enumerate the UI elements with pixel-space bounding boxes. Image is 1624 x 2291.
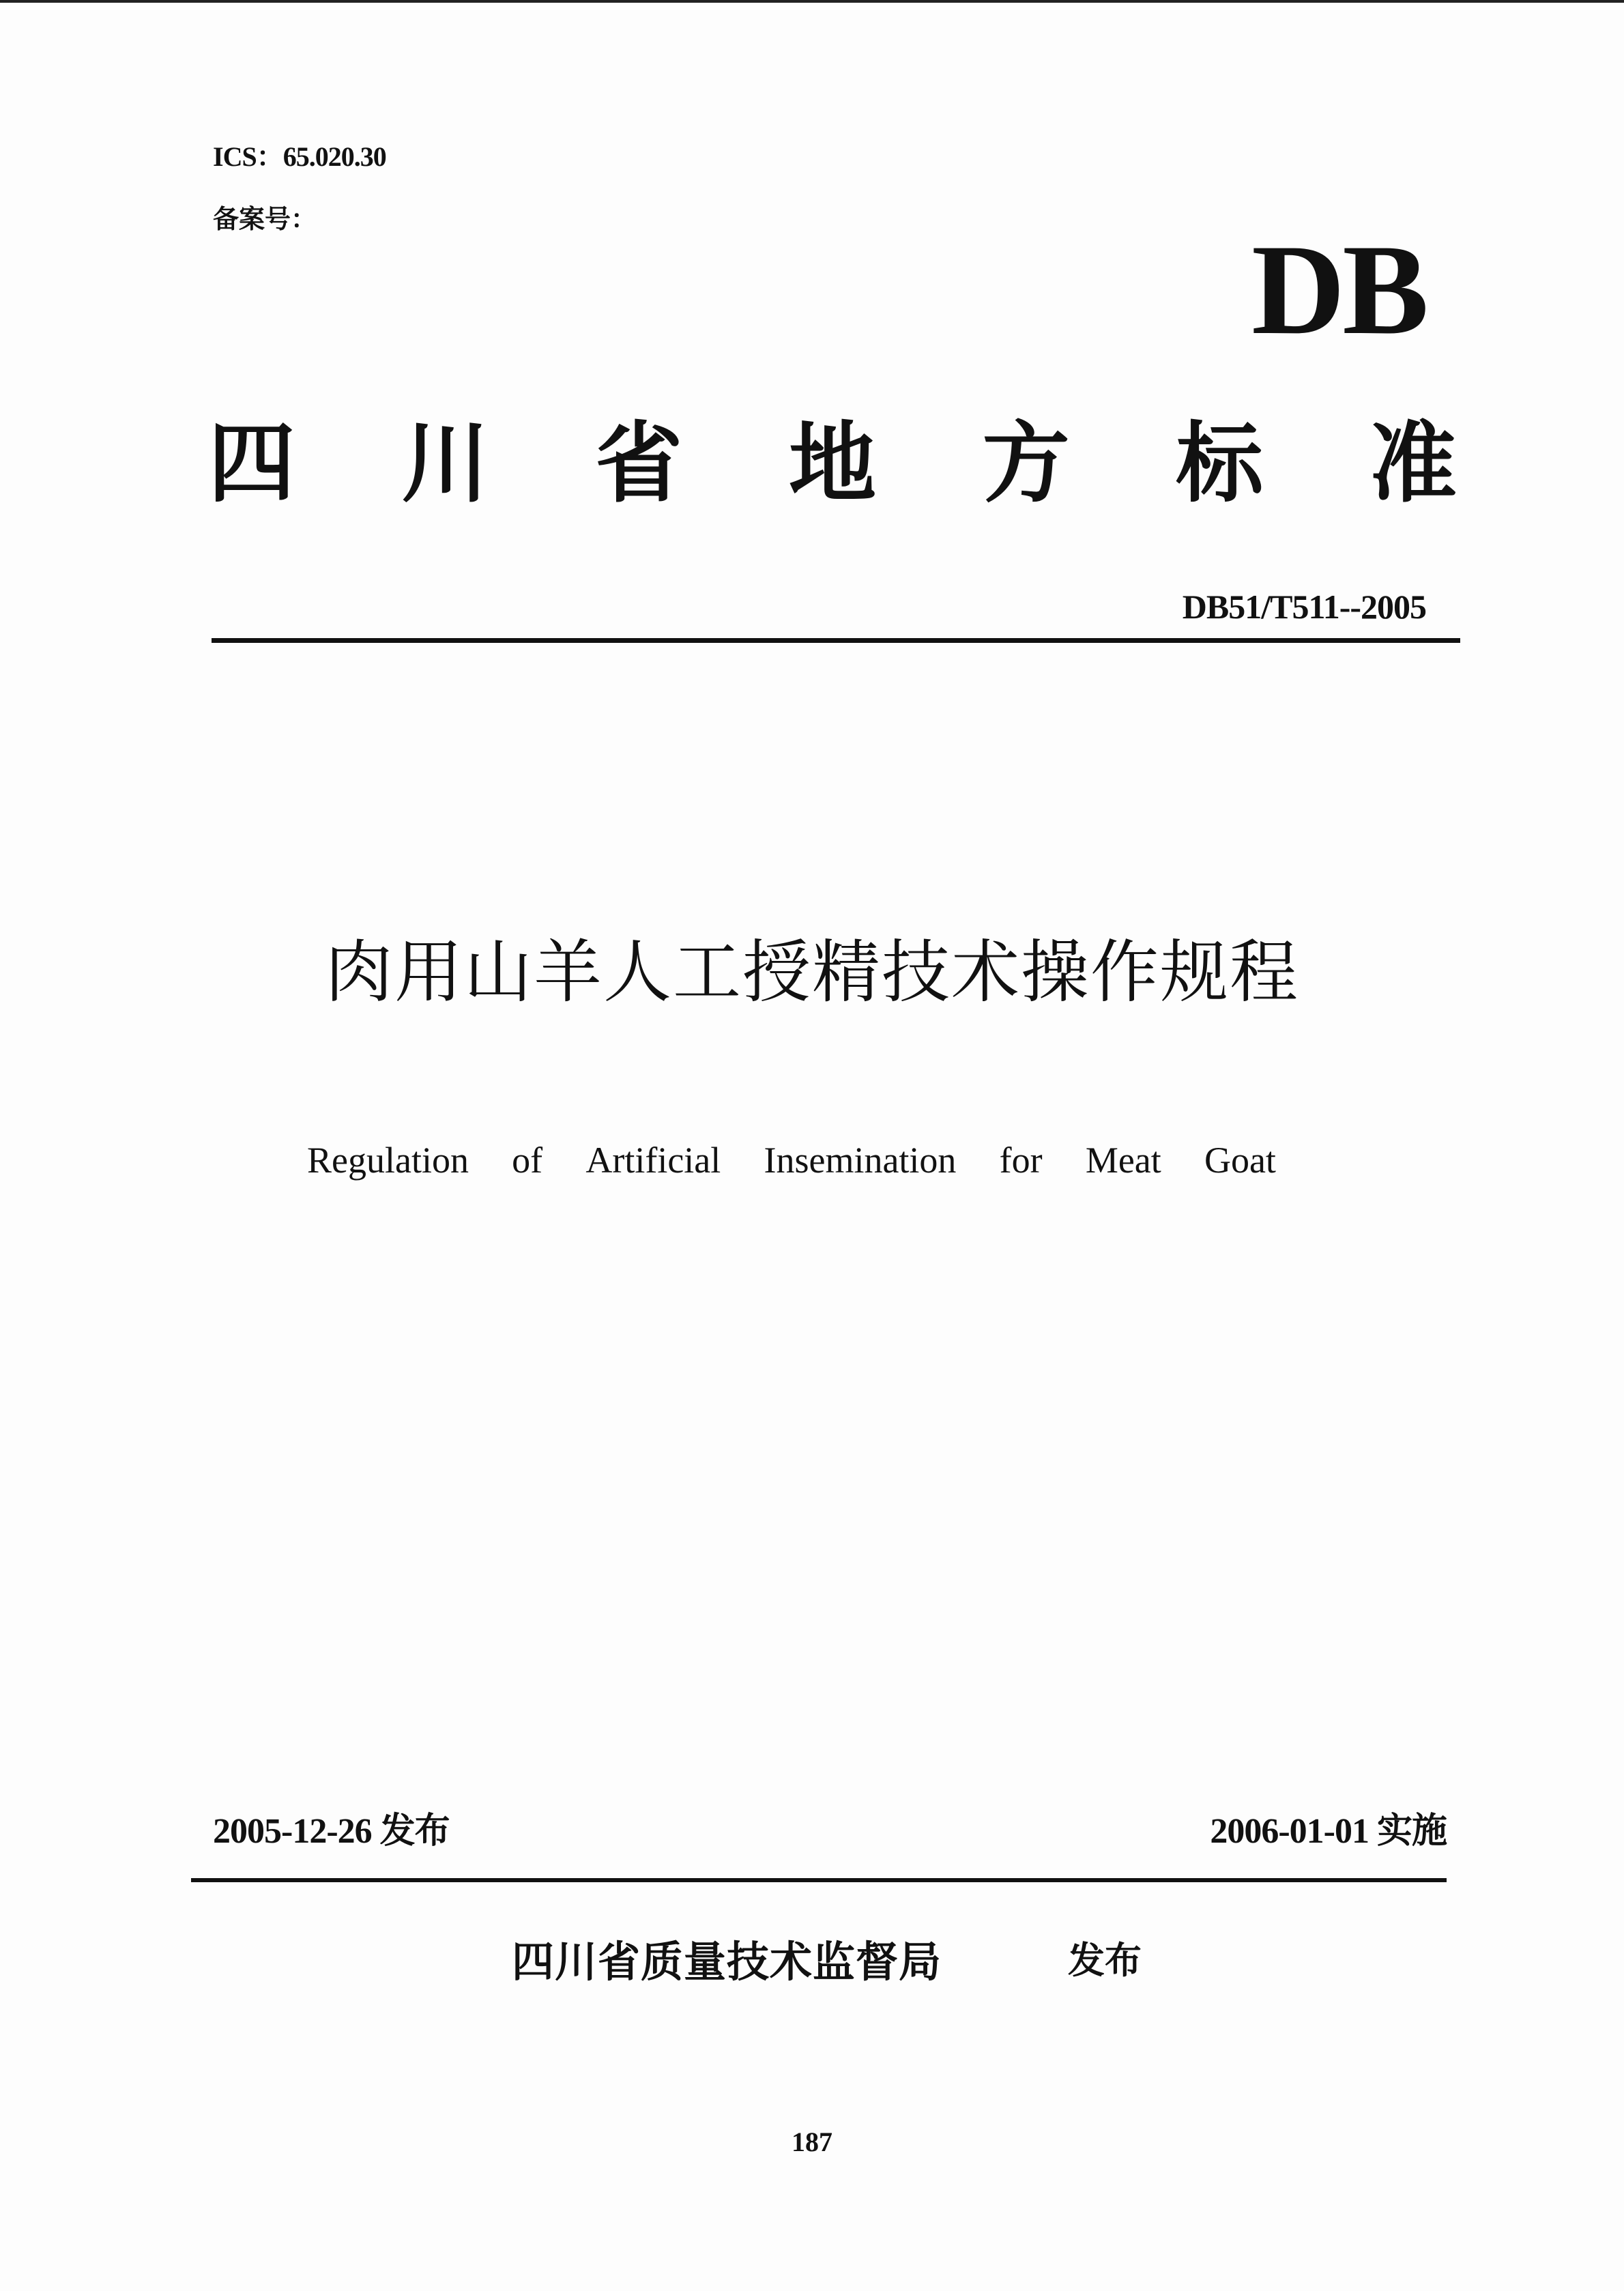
title-en-word: of (512, 1140, 543, 1181)
standard-title-char: 准 (1369, 413, 1457, 515)
record-number: 备案号： (213, 204, 317, 234)
standard-title-char: 方 (982, 413, 1070, 515)
page-number: 187 (792, 2127, 832, 2157)
bottom-divider (191, 1878, 1447, 1882)
title-en-word: for (999, 1140, 1043, 1181)
standard-title-char: 川 (401, 413, 489, 515)
top-edge-line (0, 0, 1624, 3)
title-en-word: Goat (1204, 1140, 1276, 1181)
standard-title-char: 四 (208, 413, 296, 515)
standard-title-char: 地 (788, 413, 876, 515)
standard-code: DB51/T511--2005 (1182, 588, 1426, 626)
ics-code: ICS：65.020.30 (213, 141, 386, 172)
implement-date: 2006-01-01 实施 (1210, 1812, 1447, 1851)
standard-title (208, 409, 1457, 519)
db-mark: DB (1251, 218, 1426, 362)
top-divider (212, 638, 1460, 643)
issuer-action: 发布 (1068, 1939, 1142, 1982)
standard-title-char: 标 (1176, 413, 1264, 515)
document-title-en (307, 1136, 1276, 1184)
title-en-word: Insemination (764, 1140, 957, 1181)
title-en-word: Regulation (307, 1140, 469, 1181)
title-en-word: Artificial (585, 1140, 721, 1181)
issuer-name: 四川省质量技术监督局 (512, 1937, 942, 1987)
document-title-cn: 肉用山羊人工授精技术操作规程 (325, 932, 1299, 1012)
title-en-word: Meat (1085, 1140, 1161, 1181)
standard-title-char: 省 (595, 413, 683, 515)
release-date: 2005-12-26 发布 (213, 1812, 450, 1851)
